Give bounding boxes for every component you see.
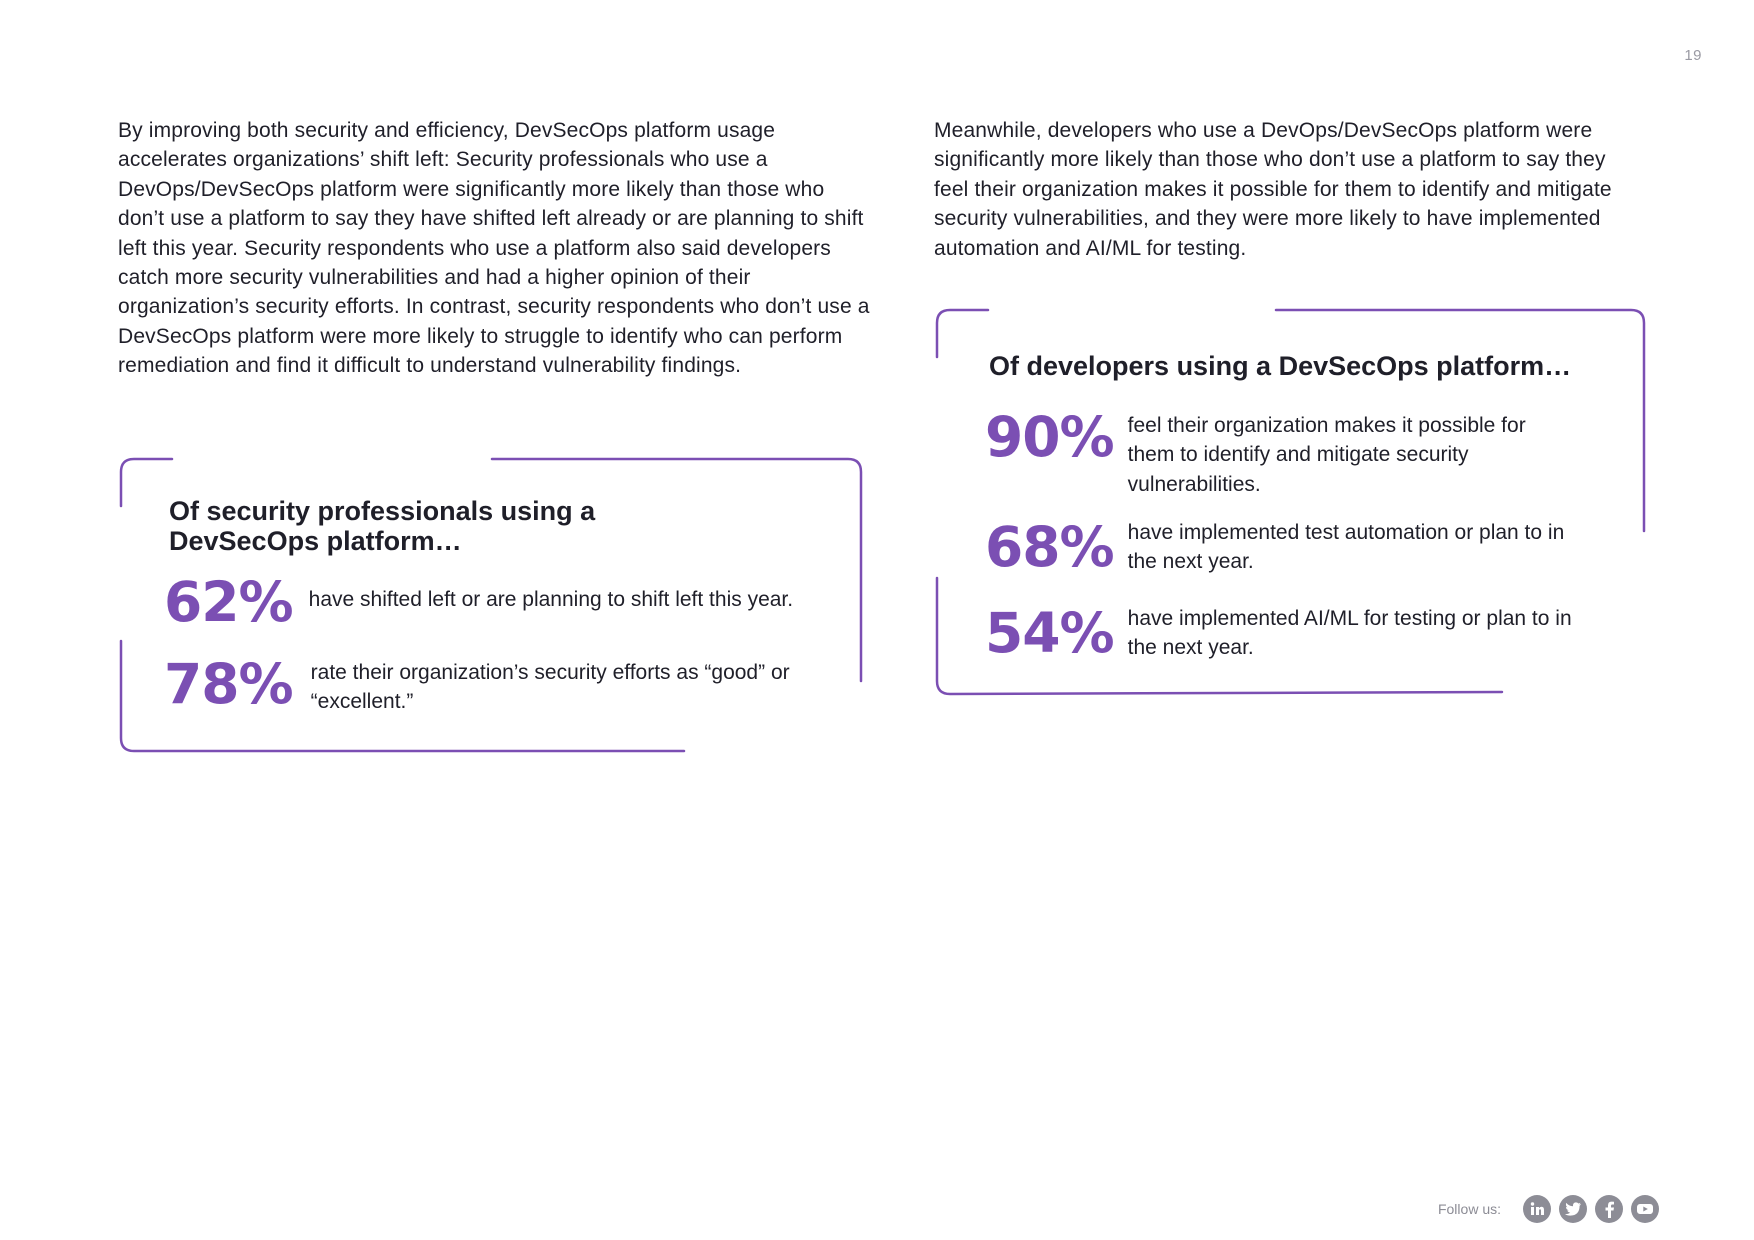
facebook-icon[interactable] xyxy=(1595,1195,1623,1223)
stat-description: have shifted left or are planning to shift left this year. xyxy=(308,588,794,611)
follow-us-label: Follow us: xyxy=(1437,1201,1501,1217)
stat-row xyxy=(985,603,1598,663)
developers-callout xyxy=(936,309,1645,695)
stat-row xyxy=(985,407,1548,499)
stat-row xyxy=(985,517,1578,577)
stat-description: have implemented test automation or plan to in the next year. xyxy=(1127,521,1565,574)
stat-value: 78% xyxy=(164,652,293,716)
stat-value: 54% xyxy=(985,601,1114,665)
stat-value: 90% xyxy=(985,405,1114,469)
stat-description: have implemented AI/ML for testing or plan to in the next year. xyxy=(1127,607,1572,660)
page-number: 19 xyxy=(1684,47,1702,64)
stat-row xyxy=(164,572,869,632)
security-professionals-callout xyxy=(120,458,862,754)
stat-value: 68% xyxy=(985,515,1114,579)
callout-title: Of security professionals using a DevSecOps platform… xyxy=(169,496,596,556)
linkedin-icon[interactable] xyxy=(1523,1195,1551,1223)
footer-social xyxy=(1438,1195,1659,1223)
callout-title: Of developers using a DevSecOps platform… xyxy=(989,351,1572,381)
stat-description: feel their organization makes it possible for them to identify and mitigate security vulnerabilities. xyxy=(1127,414,1526,496)
twitter-icon[interactable] xyxy=(1559,1195,1587,1223)
intro-paragraph-right: Meanwhile, developers who use a DevOps/DevSecOps platform were significantly more likely than those who don’t use a platform to say they feel their organization makes it possible for them to identify and mitigate security vulnerabilities, and they were more likely to have implemented automation and AI/ML for testing. xyxy=(934,119,1612,260)
stat-description: rate their organization’s security efforts as “good” or “excellent.” xyxy=(310,661,790,714)
stat-value: 62% xyxy=(164,570,293,634)
youtube-icon[interactable] xyxy=(1631,1195,1659,1223)
intro-paragraph-left: By improving both security and efficiency, DevSecOps platform usage accelerates organizations’ shift left: Security professionals who use a DevOps/DevSecOps platform were significantly more likely than those who don’t use a platform to say they have shifted left already or are planning to shift left this year. Security respondents who use a platform also said developers catch more security vulnerabilities and had a higher opinion of their organization’s security efforts. In contrast, security respondents who don’t use a DevSecOps platform were more likely to struggle to identify who can perform remediation and find it difficult to understand vulnerability findings. xyxy=(118,119,870,378)
stat-row xyxy=(164,654,851,717)
